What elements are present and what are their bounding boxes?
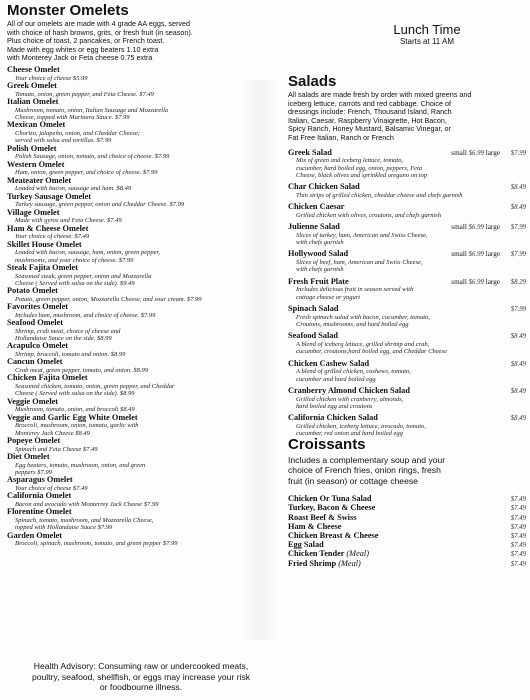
omelet-description: Hollandaise Sauce on the side. $8.99 (15, 335, 112, 343)
salad-description: Fresh spinach salad with bacon, cucumber, tomato, (296, 313, 430, 321)
omelet-description: Broccoli, mushroom, onion, tomato, garlic with (15, 422, 139, 430)
omelet-name: Steak Fajita Omelet (7, 262, 78, 272)
salad-price: $8.49 (510, 333, 526, 341)
salad-name: Spinach Salad (288, 304, 339, 314)
omelet-item (7, 374, 277, 397)
salad-item (288, 387, 526, 410)
salad-description: Grilled chicken, iceberg lettuce, avocado, tomato, (296, 422, 426, 430)
salad-header-row (288, 414, 526, 423)
omelet-name: Turkey Sausage Omelet (7, 191, 92, 201)
omelet-description: Tomato, onion, green pepper, and Feta Cheese. $7.49 (15, 90, 154, 98)
croissant-name (288, 513, 500, 522)
croissant-item (288, 503, 526, 512)
croissant-label: Egg Salad (288, 540, 324, 550)
salad-price: $7.99 (510, 306, 526, 314)
omelet-item (7, 287, 277, 303)
salad-item (288, 149, 526, 180)
large-label: large (485, 250, 500, 259)
omelet-description: Made with gyros and Feta Cheese. $7.49 (15, 217, 122, 225)
omelet-description: Broccoli, spinach, mushroom, tomato, and green pepper $7.99 (15, 540, 178, 548)
croissant-label: Roast Beef & Swiss (288, 512, 357, 522)
omelet-description: Your choice of cheese $7.49 (15, 485, 88, 493)
croissant-name (288, 522, 500, 531)
croissant-price: $7.49 (510, 496, 526, 504)
omelet-item (7, 508, 277, 531)
croissant-item (288, 540, 526, 549)
salads-list (288, 149, 526, 438)
omelet-item (7, 121, 277, 144)
small-price: $6.99 (468, 224, 484, 232)
salad-sizes (451, 250, 500, 258)
salad-description: Mix of green and iceberg lettuce, tomato, (296, 157, 404, 165)
croissant-item (288, 513, 526, 522)
salad-description: cucumber, croutons,hard boiled egg, and Cheddar Cheese (296, 348, 447, 356)
croissant-price: $7.49 (510, 542, 526, 550)
salads-intro-line: Spicy Ranch, Honey Mustard, Balsamic Vinegar, or (288, 124, 451, 134)
small-price: $6.99 (468, 278, 484, 286)
croissant-price: $7.49 (510, 505, 526, 513)
omelet-name: Meateater Omelet (7, 175, 72, 185)
lunch-column (288, 0, 526, 568)
salads-title: Salads (288, 73, 337, 90)
salad-header-row (288, 360, 526, 369)
salad-name: Char Chicken Salad (288, 182, 360, 192)
omelet-name: Seafood Omelet (7, 318, 63, 328)
omelet-name: Garden Omelet (7, 530, 63, 540)
salads-intro-line: Fat Free Italian, Ranch or French (288, 132, 394, 142)
salad-description: with chefs garnish (296, 239, 344, 247)
croissants-intro-line: fruit (in season) or cottage cheese (288, 475, 418, 486)
omelet-description: Shrimp, broccoli, tomato and onion. $8.99 (15, 351, 126, 359)
omelet-description: Seasoned steak, green pepper, onion and Mozzarella (15, 272, 152, 280)
croissant-label: Fried Shrimp (288, 558, 337, 568)
omelet-name: Skillet House Omelet (7, 239, 82, 249)
omelet-item (7, 476, 277, 492)
omelet-description: Monterey Jack Cheese $8.49 (15, 429, 90, 437)
omelet-name: Greek Omelet (7, 80, 57, 90)
omelet-item (7, 414, 277, 437)
salad-header-row (288, 332, 526, 341)
omelet-item (7, 145, 277, 161)
omelet-item (7, 319, 277, 342)
croissant-label: Chicken Tender (288, 549, 345, 559)
salad-item (288, 305, 526, 328)
omelet-description: Chorizo, jalapeño, onion, and Cheddar Cheese; (15, 129, 140, 137)
salad-price: $8.49 (510, 387, 526, 395)
salad-header-row (288, 250, 526, 259)
omelet-item (7, 225, 277, 241)
croissant-name (288, 559, 500, 568)
omelets-intro (7, 20, 277, 63)
omelet-name: Potato Omelet (7, 286, 58, 296)
salad-item (288, 332, 526, 355)
omelet-description: Egg beaters, tomato, mushroom, onion, and green (15, 461, 146, 469)
large-label: large (485, 148, 500, 157)
salad-header-row (288, 278, 526, 287)
salad-price: $7.99 (510, 251, 526, 259)
omelet-item (7, 453, 277, 476)
omelets-intro-line: Plus choice of toast, 2 pancakes, or French toast. (7, 36, 165, 46)
omelet-description: Cheese, topped with Marinara Sauce. $7.99 (15, 113, 130, 121)
omelet-name: Village Omelet (7, 207, 60, 217)
salad-description: with chefs garnish (296, 266, 344, 274)
lunch-time-header (328, 22, 526, 47)
omelet-description: Loaded with bacon, sausage and ham. $8.49 (15, 185, 132, 193)
salad-name: Chicken Caesar (288, 202, 345, 212)
salads-section (288, 73, 526, 442)
omelet-description: Seasoned chicken, tomato, onion, green pepper, and Cheddar (15, 383, 175, 391)
omelet-item (7, 358, 277, 374)
omelet-name: Florentine Omelet (7, 507, 72, 517)
omelet-item (7, 193, 277, 209)
omelet-description: Your choice of cheese. $7.49 (15, 233, 90, 241)
omelet-description: Polish Sausage, onion, tomato, and choice of cheese. $7.99 (15, 153, 170, 161)
omelet-description: Spinach, tomato, mushroom, and Mozzarella Cheese, (15, 517, 154, 525)
salad-description: cucumber, red onion and hard boiled egg (296, 430, 403, 438)
small-label: small (451, 223, 467, 232)
small-price: $6.99 (468, 251, 484, 259)
croissants-intro (288, 455, 526, 486)
salad-description: cottage cheese or yogurt (296, 293, 361, 301)
croissants-list (288, 494, 526, 568)
omelets-list (7, 66, 277, 548)
salad-price: $8.49 (510, 415, 526, 423)
omelet-description: Spinach and Feta Cheese $7.49 (15, 445, 98, 453)
croissant-item (288, 549, 526, 558)
large-label: large (485, 223, 500, 232)
croissant-price: $7.49 (510, 551, 526, 559)
salad-price: $7.99 (510, 224, 526, 232)
croissant-label: Ham & Cheese (288, 521, 342, 531)
croissant-note: (Meal) (338, 558, 361, 568)
omelet-name: Veggie Omelet (7, 396, 59, 406)
omelet-description: Includes ham, mushroom, and choice of cheese. $7.99 (15, 311, 156, 319)
croissant-name (288, 494, 500, 503)
croissants-intro-line: choice of French fries, onion rings, fresh (288, 465, 441, 476)
small-label: small (451, 250, 467, 259)
salads-intro-line: All salads are made fresh by order with mixed greens and (288, 90, 472, 99)
croissant-price: $7.49 (510, 533, 526, 541)
omelet-item (7, 209, 277, 225)
salad-description: hard boiled egg and croutons (296, 402, 373, 410)
salad-name: Chicken Cashew Salad (288, 358, 370, 368)
omelet-description: Bacon and avocado with Monterrey Jack Cheese $7.99 (15, 501, 159, 509)
croissant-name (288, 549, 500, 558)
salad-name: California Chicken Salad (288, 413, 378, 423)
salad-description: Thin strips of grilled chicken, cheddar cheese and chefs garnish (296, 191, 463, 199)
lunch-title: Lunch Time (393, 22, 461, 37)
omelet-item (7, 66, 277, 82)
omelet-item (7, 342, 277, 358)
salad-description: Grilled chicken with cranberry, almonds, (296, 395, 404, 403)
croissant-price: $7.49 (510, 514, 526, 522)
croissant-label: Chicken Breast & Cheese (288, 531, 379, 541)
omelet-name: Ham & Cheese Omelet (7, 223, 89, 233)
omelet-description: Cheese ( Served with salsa on the side). $8.99 (15, 390, 135, 398)
salad-header-row (288, 387, 526, 396)
omelet-description: Loaded with bacon, sausage, ham, onion, green pepper, (15, 249, 160, 257)
omelet-item (7, 532, 277, 548)
omelets-intro-line: Made with egg whites or egg beaters 1.10 extra (7, 44, 159, 54)
omelets-intro-line: with Monterey Jack or Feta cheese 0.75 extra (7, 53, 153, 63)
omelet-description: Ham, onion, green pepper, and choice of cheese. $7.99 (15, 169, 158, 177)
omelet-name: Cheese Omelet (7, 64, 60, 74)
salads-intro-line: Italian, Caesar, Raspberry Vinaigrette, Hot Bacon, (288, 115, 447, 125)
salads-intro-line: dressings include: French, Thousand Island, Ranch (288, 107, 452, 117)
croissants-title: Croissants (288, 436, 366, 453)
advisory-line: or foodbourne illness. (99, 682, 183, 693)
croissant-name (288, 531, 500, 540)
croissant-price: $7.49 (510, 523, 526, 531)
salad-name: Fresh Fruit Plate (288, 276, 349, 286)
omelet-name: Diet Omelet (7, 452, 50, 462)
croissant-label: Chicken Or Tuna Salad (288, 494, 372, 504)
salad-item (288, 250, 526, 273)
salad-price: $8.49 (510, 360, 526, 368)
omelet-description: Turkey sausage, green pepper, onion and Cheddar Cheese. $7.99 (15, 201, 185, 209)
croissant-item (288, 531, 526, 540)
omelet-description: Potato, green pepper, onion, Mozzarella Cheese, and sour cream. $7.99 (15, 295, 202, 303)
omelet-name: Acapulco Omelet (7, 341, 69, 351)
salad-header-row (288, 223, 526, 232)
omelet-description: served with salsa and tortillas. $7.99 (15, 137, 112, 145)
omelet-description: Crab meat, green pepper, tomato, and onion. $8.99 (15, 367, 148, 375)
omelets-column (7, 2, 277, 548)
croissants-intro-line: Includes a complementary soup and your (288, 455, 446, 465)
salad-item (288, 223, 526, 246)
salad-description: A blend of iceberg lettuce, grilled shrimp and crab, (296, 341, 430, 349)
omelet-description: Shrimp, crab meat, choice of cheese and (15, 327, 121, 335)
salad-sizes (451, 149, 500, 157)
omelet-description: Mushroom, tomato, onion, Italian Sausage and Mozzarella (15, 106, 169, 114)
omelet-item (7, 437, 277, 453)
salad-sizes (451, 278, 500, 286)
salad-item (288, 183, 526, 199)
salad-name: Cranberry Almond Chicken Salad (288, 385, 410, 395)
salads-intro-line: iceberg lettuce, carrots and red cabbage. Choice of (288, 98, 452, 108)
salad-name: Greek Salad (288, 147, 332, 157)
omelet-name: Popeye Omelet (7, 436, 61, 446)
salad-description: Slices of turkey, ham, American and Swiss Cheese, (296, 231, 428, 239)
omelet-description: topped with Hollandaise Sauce $7.99 (15, 524, 113, 532)
croissants-section (288, 436, 526, 568)
small-label: small (451, 148, 467, 157)
omelet-description: Mushroom, tomato, onion, and broccoli $8.49 (15, 406, 135, 414)
small-label: small (451, 277, 467, 286)
omelet-item (7, 303, 277, 319)
salad-description: Grilled chicken with olives, croutons, and chefs garnish (296, 211, 442, 219)
advisory-line: Health Advisory: Consuming raw or undercooked meats, (33, 661, 249, 671)
lunch-subtitle: Starts at 11 AM (399, 37, 455, 46)
croissant-item (288, 494, 526, 503)
croissant-item (288, 522, 526, 531)
omelets-intro-line: All of our omelets are made with 4 grade AA eggs, served (7, 19, 190, 28)
salad-item (288, 278, 526, 301)
salad-item (288, 203, 526, 219)
omelet-name: Polish Omelet (7, 143, 57, 153)
salad-sizes (451, 223, 500, 231)
salads-intro (288, 91, 526, 143)
small-price: $6.99 (468, 149, 484, 157)
omelet-item (7, 264, 277, 287)
salad-description: cucumber, hard boiled egg, onion, peppers, Feta (296, 164, 423, 172)
salad-name: Hollywood Salad (288, 249, 349, 259)
croissant-name (288, 540, 500, 549)
salad-description: Slices of beef, ham, American and Swiss Cheese, (296, 259, 423, 267)
omelet-item (7, 241, 277, 264)
omelet-name: Veggie and Garlic Egg White Omelet (7, 412, 138, 422)
croissant-item (288, 559, 526, 568)
salad-header-row (288, 149, 526, 158)
omelet-name: Mexican Omelet (7, 120, 66, 130)
omelet-name: Cancun Omelet (7, 357, 63, 367)
salad-description: A blend of grilled chicken, cashews, tomato, (296, 368, 411, 376)
salad-price: $8.29 (510, 278, 526, 286)
omelet-description: Cheese ( Served with salsa on the side). $9.49 (15, 279, 135, 287)
omelet-item (7, 82, 277, 98)
salad-name: Seafood Salad (288, 331, 339, 341)
omelet-item (7, 98, 277, 121)
omelet-name: Chicken Fajita Omelet (7, 373, 88, 383)
salad-name: Julienne Salad (288, 222, 340, 232)
omelet-name: Favorites Omelet (7, 302, 69, 312)
croissant-label: Turkey, Bacon & Cheese (288, 503, 376, 513)
omelet-name: California Omelet (7, 491, 72, 501)
omelet-description: mushrooms, and your choice of cheese. $7.99 (15, 256, 134, 264)
croissant-price: $7.49 (510, 560, 526, 568)
omelet-item (7, 161, 277, 177)
salad-price: $8.49 (510, 184, 526, 192)
large-label: large (485, 277, 500, 286)
omelet-name: Western Omelet (7, 159, 65, 169)
omelets-title: Monster Omelets (7, 2, 129, 19)
salad-header-row (288, 305, 526, 314)
health-advisory (7, 661, 275, 693)
salad-description: Croutons, mushrooms, and hard boiled egg (296, 321, 409, 329)
salad-item (288, 360, 526, 383)
omelet-description: peppers $7.99 (15, 469, 52, 477)
salad-item (288, 414, 526, 437)
omelet-item (7, 492, 277, 508)
salad-price: $7.99 (510, 149, 526, 157)
salad-description: Cheese, black olives and sprinkled oregano on top (296, 171, 428, 179)
omelet-item (7, 398, 277, 414)
omelets-intro-line: with choice of hash browns, grits, or fresh fruit (in season). (7, 27, 193, 37)
salad-header-row (288, 183, 526, 192)
advisory-line: poultry, seafood, shellfish, or eggs may increase your risk (31, 671, 251, 682)
croissant-name (288, 503, 500, 512)
omelet-name: Italian Omelet (7, 96, 59, 106)
salad-price: $8.49 (510, 204, 526, 212)
croissant-note: (Meal) (346, 549, 369, 559)
omelet-description: Your choice of cheese $5.99 (15, 74, 88, 82)
salad-description: cucumber and hard boiled egg (296, 375, 376, 383)
salad-header-row (288, 203, 526, 212)
omelet-name: Asparagus Omelet (7, 475, 73, 485)
salad-description: Includes delicious fruit in season served with (296, 286, 414, 294)
omelet-item (7, 177, 277, 193)
